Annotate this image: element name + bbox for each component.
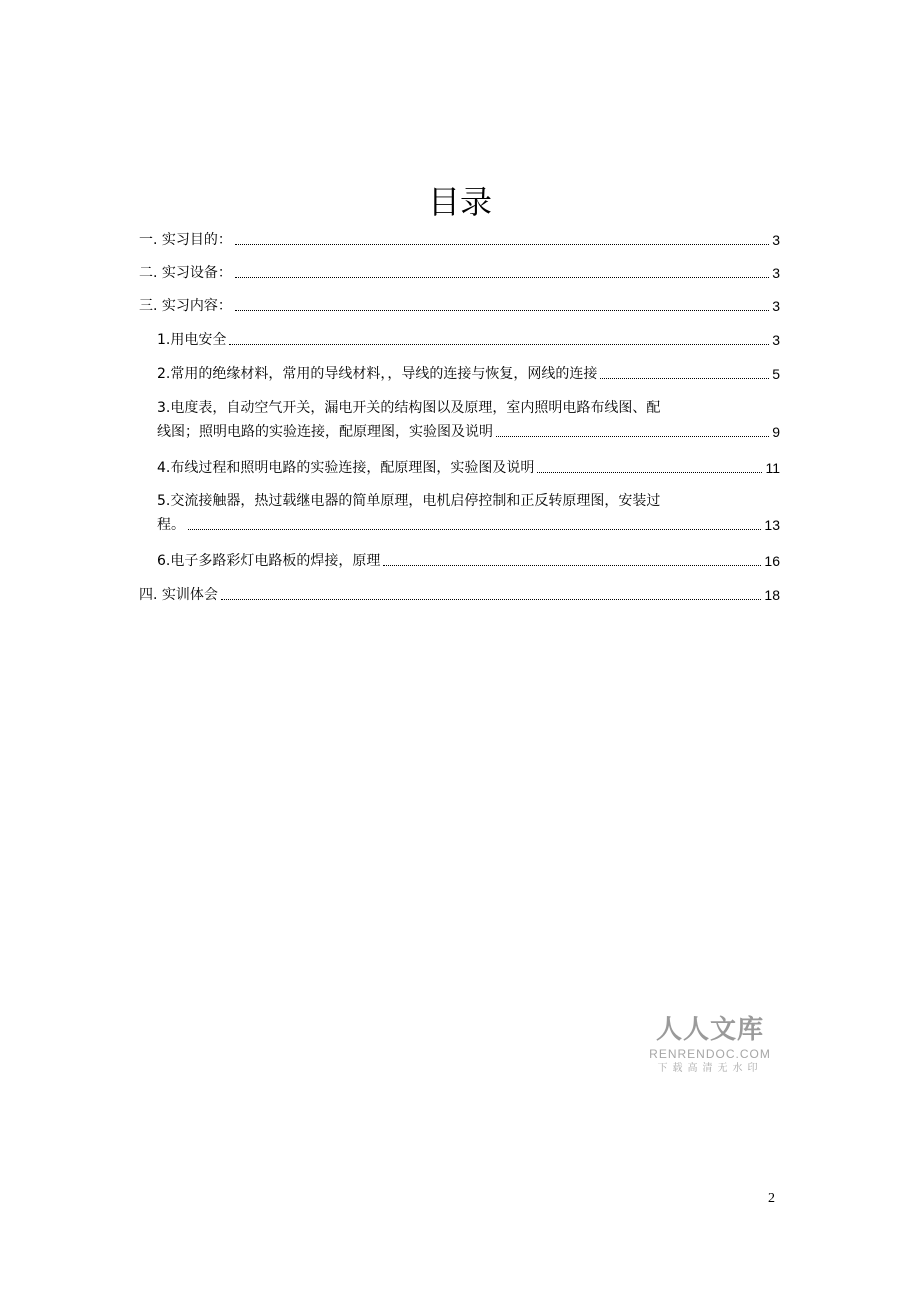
toc-entry-objectives[interactable] [139,230,780,250]
toc-entry-text: 4.布线过程和照明电路的实验连接，配原理图，实验图及说明 [157,460,535,476]
toc-entry-energy-meter[interactable] [139,398,780,442]
toc-leader-dots [229,330,769,350]
toc-page-number: 9 [772,424,780,440]
toc-entry-text: 四. 实训体会 [139,587,218,603]
toc-leader-dots [235,296,769,316]
toc-entry-text: 三. 实习内容： [139,298,232,314]
watermark-logo [640,1013,780,1077]
toc-entry-led-circuit-board[interactable] [139,551,780,571]
toc-entry-text: 程。 [157,517,185,533]
page-number: 2 [768,1191,775,1206]
toc-entry-insulation-materials[interactable] [139,364,780,384]
toc-entry-text: 1.用电安全 [157,332,227,348]
toc-page-number: 5 [772,366,780,382]
toc-entry-electrical-safety[interactable] [139,330,780,350]
toc-page-number: 3 [772,298,780,314]
toc-leader-dots [221,585,762,605]
toc-entry-text-line1: 5.交流接触器，热过载继电器的简单原理，电机启停控制和正反转原理图，安装过 [157,493,661,509]
watermark-main-text: 人人文库 [655,1015,764,1045]
toc-leader-dots [537,458,762,478]
toc-leader-dots [235,263,769,283]
watermark-site-text: RENRENDOC.COM [649,1047,771,1061]
toc-entry-text: 线图；照明电路的实验连接，配原理图，实验图及说明 [157,424,493,440]
toc-leader-dots [188,515,761,535]
toc-page-number: 3 [772,232,780,248]
toc-entry-wiring-process[interactable] [139,458,780,478]
toc-entry-text: 2.常用的绝缘材料，常用的导线材料，，导线的连接与恢复，网线的连接 [157,366,598,382]
toc-page-number: 3 [772,265,780,281]
toc-entry-text: 二. 实习设备： [139,265,232,281]
toc-entry-reflections[interactable] [139,585,780,605]
toc-page-number: 16 [764,553,780,569]
toc-leader-dots [235,230,769,250]
toc-page-number: 11 [765,460,780,476]
toc-title: 目录 [427,183,492,221]
toc-leader-dots [496,422,769,442]
toc-entry-text: 6.电子多路彩灯电路板的焊接，原理 [157,553,381,569]
toc-leader-dots [600,364,769,384]
toc-page-number: 13 [764,517,780,533]
watermark-slogan-text: 下载高清无水印 [657,1063,763,1074]
toc-entry-text: 一. 实习目的： [139,232,232,248]
toc-entry-text-line1: 3.电度表，自动空气开关，漏电开关的结构图以及原理，室内照明电路布线图、配 [157,400,661,416]
toc-page-number: 3 [772,332,780,348]
toc-page-number: 18 [764,587,780,603]
toc-entry-content[interactable] [139,296,780,316]
toc-entry-ac-contactor[interactable] [139,491,780,535]
toc-leader-dots [383,551,761,571]
toc-entry-equipment[interactable] [139,263,780,283]
